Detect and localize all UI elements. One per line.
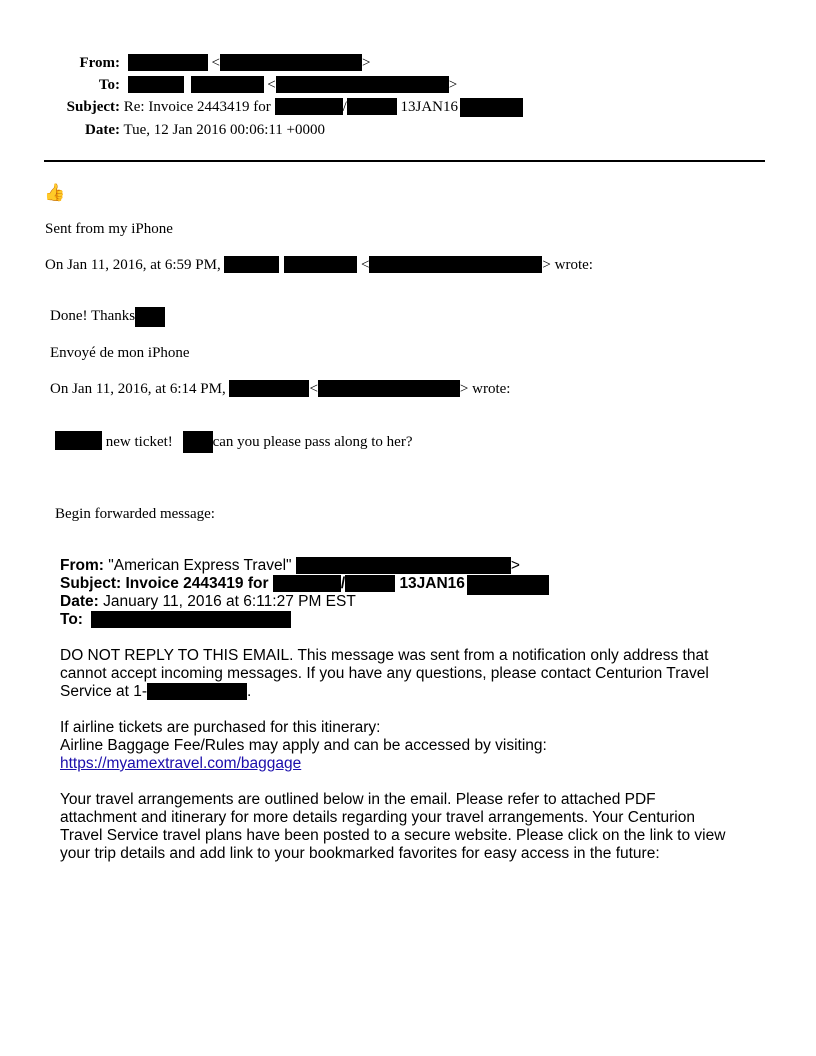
- fwd-subject-row: [60, 575, 549, 595]
- header-divider: [44, 160, 765, 162]
- redaction: [467, 575, 549, 595]
- travel-line-3: Travel Service travel plans have been posted to a secure website. Please click on the link to view: [60, 827, 726, 844]
- header-from-row: [40, 54, 370, 72]
- redaction: [147, 683, 247, 700]
- date-label: Date:: [85, 122, 120, 138]
- attribution-text: On Jan 11, 2016, at 6:14 PM,: [50, 381, 226, 397]
- fwd-date-row: [60, 593, 356, 611]
- notice-line-2: cannot accept incoming messages. If you have any questions, please contact Centurion Travel: [60, 665, 709, 682]
- angle-close: >: [361, 55, 371, 71]
- reply-attribution: [45, 256, 593, 274]
- redaction: [91, 611, 291, 628]
- angle-close: >: [448, 77, 458, 93]
- baggage-link[interactable]: https://myamextravel.com/baggage: [60, 755, 302, 772]
- redaction: [128, 76, 184, 93]
- redaction: [345, 575, 395, 592]
- redaction: [55, 431, 102, 450]
- done-text: Done! Thanks: [50, 308, 136, 324]
- fwd-subject-slash: /: [340, 575, 346, 592]
- airline-line-2: Airline Baggage Fee/Rules may apply and can be accessed by visiting:: [60, 737, 547, 754]
- redaction: [273, 575, 341, 592]
- thumbs-up-icon: 👍: [44, 183, 66, 203]
- notice-text: Service at 1-: [60, 683, 148, 700]
- fwd-from-row: [60, 557, 520, 575]
- envoye-iphone: Envoyé de mon iPhone: [50, 345, 190, 361]
- redaction: [296, 557, 511, 574]
- angle-open: <: [309, 381, 318, 397]
- pass-along-text: can you please pass along to her?: [212, 434, 413, 450]
- wrote-text: > wrote:: [542, 257, 593, 273]
- redaction: [284, 256, 357, 273]
- redaction: [183, 431, 213, 453]
- fwd-date-value: January 11, 2016 at 6:11:27 PM EST: [103, 593, 356, 610]
- redaction: [369, 256, 542, 273]
- redaction: [460, 98, 523, 117]
- to-label: To:: [98, 77, 120, 93]
- baggage-link-row: [60, 755, 301, 773]
- angle-open: <: [211, 55, 220, 71]
- airline-line-1: If airline tickets are purchased for this itinerary:: [60, 719, 381, 736]
- redaction: [275, 98, 343, 115]
- redaction: [318, 380, 460, 397]
- header-date-row: [40, 121, 325, 139]
- redaction: [347, 98, 397, 115]
- done-thanks: [50, 307, 165, 327]
- angle-open: <: [360, 257, 370, 273]
- travel-line-2: attachment and itinerary for more details regarding your travel arrangements. Your Centurion: [60, 809, 695, 826]
- travel-line-4: your trip details and add link to your bookmarked favorites for easy access in the future:: [60, 845, 660, 862]
- new-ticket-line: [55, 431, 413, 453]
- angle-open: <: [267, 77, 276, 93]
- fwd-to-label: To:: [60, 611, 83, 628]
- attribution-text: On Jan 11, 2016, at 6:59 PM,: [45, 257, 221, 273]
- subject-label: Subject:: [66, 99, 120, 115]
- header-to-row: [40, 76, 457, 94]
- subject-text: Re: Invoice 2443419 for: [123, 99, 271, 115]
- notice-line-3: [60, 683, 251, 701]
- header-subject-row: [40, 98, 523, 117]
- from-label: From:: [79, 55, 120, 71]
- redaction: [276, 76, 449, 93]
- redaction: [128, 54, 208, 71]
- fwd-subject-text: Invoice 2443419 for: [125, 575, 269, 592]
- subject-code: 13JAN16: [400, 99, 458, 115]
- redaction: [224, 256, 279, 273]
- fwd-subject-code: 13JAN16: [399, 575, 465, 592]
- fwd-from-label: From:: [60, 557, 104, 574]
- travel-line-1: Your travel arrangements are outlined below in the email. Please refer to attached PDF: [60, 791, 656, 808]
- fwd-from-name: "American Express Travel": [108, 557, 292, 574]
- subject-slash: /: [342, 99, 347, 115]
- angle-close: >: [510, 557, 520, 574]
- period: .: [247, 683, 252, 700]
- redaction: [220, 54, 362, 71]
- wrote-text: > wrote:: [459, 381, 511, 397]
- fwd-date-label: Date:: [60, 593, 99, 610]
- fwd-subject-label: Subject:: [60, 575, 122, 592]
- date-value: Tue, 12 Jan 2016 00:06:11 +0000: [123, 122, 326, 138]
- sent-from-iphone: Sent from my iPhone: [45, 221, 173, 237]
- redaction: [191, 76, 264, 93]
- new-ticket-text: new ticket!: [105, 434, 173, 450]
- notice-line-1: DO NOT REPLY TO THIS EMAIL. This message was sent from a notification only address that: [60, 647, 709, 664]
- redaction: [135, 307, 165, 327]
- fwd-to-row: [60, 611, 291, 629]
- begin-forwarded: Begin forwarded message:: [55, 506, 215, 522]
- quote1-attribution: [50, 380, 510, 398]
- redaction: [229, 380, 309, 397]
